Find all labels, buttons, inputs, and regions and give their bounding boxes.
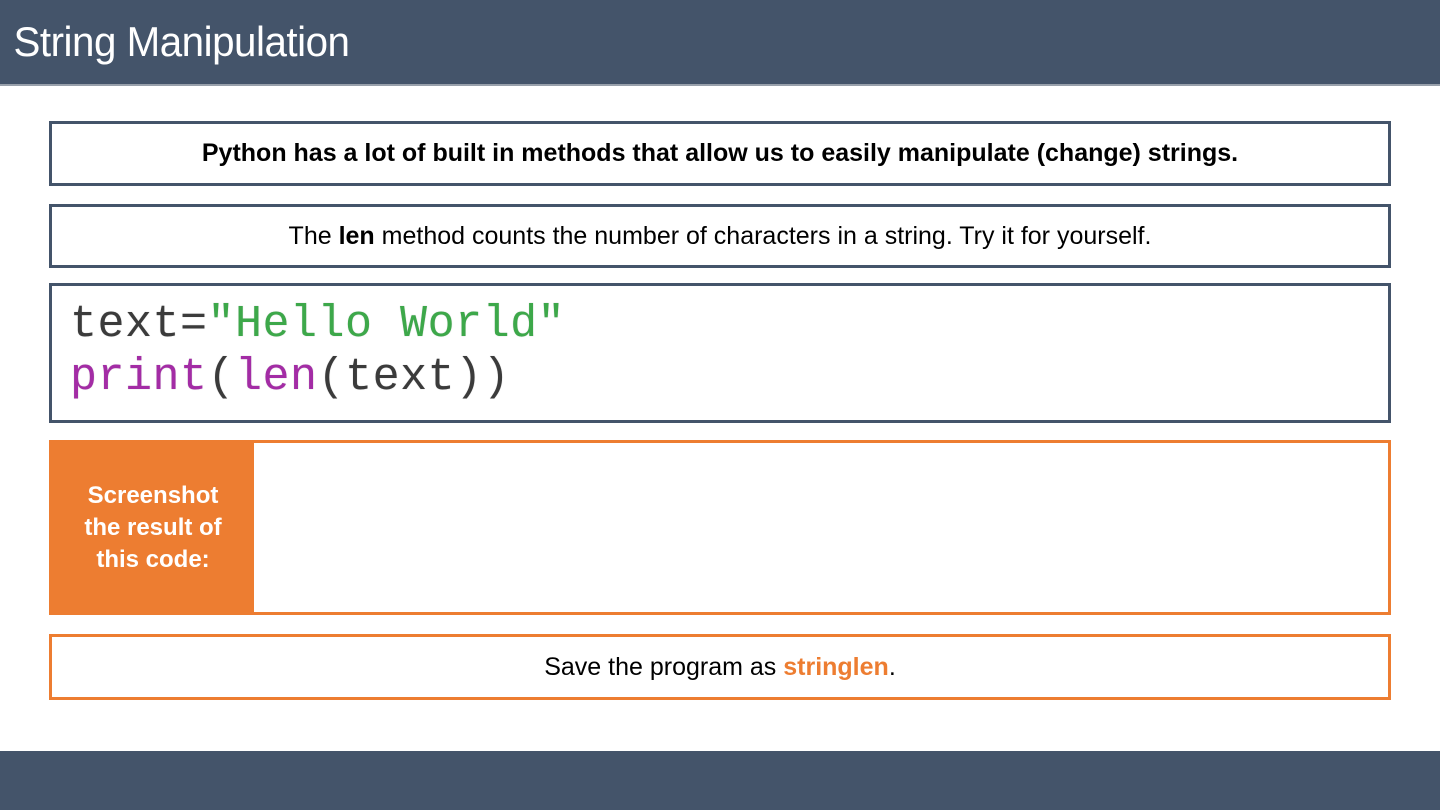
code-line-2: print(len(text))	[70, 352, 511, 403]
code-variable: text=	[70, 299, 208, 350]
save-filename: stringlen	[783, 652, 889, 681]
code-len-builtin: len	[235, 352, 318, 403]
save-instruction-box	[49, 634, 1391, 700]
screenshot-label-line: the result of	[84, 513, 222, 541]
code-line-1	[70, 298, 565, 351]
slide-title: String Manipulation	[13, 18, 350, 65]
screenshot-label-line: Screenshot	[87, 481, 219, 509]
screenshot-label-cell	[52, 443, 254, 612]
screenshot-label-line: this code:	[96, 545, 210, 573]
len-keyword: len	[338, 221, 375, 250]
intro-text: Python has a lot of built in methods that allow us to easily manipulate (change) strings.	[201, 139, 1239, 167]
code-screenshot-box	[49, 283, 1391, 423]
len-method-text: The len method counts the number of characters in a string. Try it for yourself.	[288, 221, 1152, 250]
header-bar	[0, 0, 1440, 86]
code-string-literal: "Hello World"	[207, 299, 566, 350]
footer-bar	[0, 751, 1440, 810]
screenshot-result-area	[254, 443, 1388, 612]
save-instruction-text: Save the program as stringlen.	[544, 652, 896, 681]
len-method-box	[49, 204, 1391, 268]
intro-box	[49, 121, 1391, 186]
screenshot-task-row	[49, 440, 1391, 615]
code-print-builtin: print	[70, 352, 208, 403]
